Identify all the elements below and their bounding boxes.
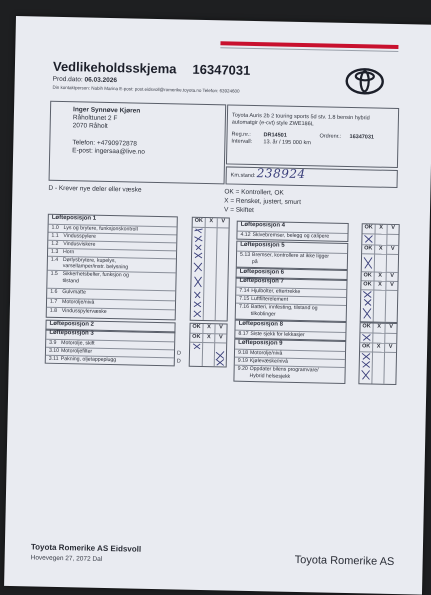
section-6-header: Løfteposisjon 6 [239, 268, 285, 276]
item-3-10: 3.10 Motoroljefilter [46, 347, 174, 358]
col-x-3: X [202, 333, 214, 342]
handwritten-checks-3 [361, 224, 399, 322]
item-9-19: 9.19 Kjølevæske/nivå [235, 357, 345, 367]
col-x-r2: X [374, 245, 386, 254]
col-v-r5: V [384, 324, 396, 333]
legend-ok: OK = Kontrollert, OK [224, 188, 284, 197]
item-3-11: 3.11 Pakning, oljetappeplugg [46, 355, 174, 366]
col-ok-r4: OK [361, 280, 373, 289]
col-v-2: V [214, 324, 226, 333]
item-1-4: 1.4 Dørlysbrytere, kupelys, [48, 256, 176, 266]
order-number: 16347031 [349, 134, 375, 141]
customer-box [49, 101, 227, 185]
item-1-6: 1.6 Gulvmatte [47, 288, 175, 299]
section-lift-4 [236, 221, 348, 242]
item-9-20b: Hybrid helsesjekk [249, 372, 291, 380]
km-box [226, 166, 398, 188]
left-check-grid-1 [190, 217, 230, 322]
col-v-r3: V [386, 272, 398, 281]
col-x-r1: X [375, 225, 387, 234]
section-3-header: Løfteposisjon 3 [49, 329, 94, 337]
section-8-header: Løfteposisjon 8 [238, 320, 284, 328]
col-ok-r3: OK [362, 271, 374, 280]
left-check-grid-2 [189, 323, 228, 368]
legend-v: V = Skiftet [223, 206, 254, 215]
toyota-logo-icon [344, 67, 385, 96]
col-ok-r1: OK [364, 224, 373, 231]
item-1-5b: tilstand [62, 278, 79, 285]
km-handwritten: 238924 [256, 166, 306, 182]
customer-name: Inger Synnøve Kjøren [72, 106, 141, 115]
vehicle-model-line2: automatgir (e-cvt) style ZWE186L [231, 119, 314, 128]
col-x: X [205, 218, 217, 227]
section-4-header: Løfteposisjon 4 [240, 221, 286, 229]
form-title: Vedlikeholdsskjema 16347031 [52, 58, 251, 78]
item-1-0: 1.0 Lys og brytere, funksjonskontroll [48, 224, 176, 235]
item-1-1: 1.1 Vindusspylere [48, 232, 176, 243]
section-9-header: Løfteposisjon 9 [238, 339, 283, 347]
right-check-grid-2 [358, 322, 397, 385]
col-ok-2: OK [192, 323, 201, 330]
col-x-r4: X [373, 281, 385, 290]
customer-city: 2070 Råholt [72, 122, 108, 130]
item-7-14: 7.14 Hjulbolter, ettertrekke [236, 287, 346, 297]
col-ok-r2: OK [362, 244, 374, 253]
customer-street: Råholttunet 2 F [72, 114, 118, 123]
interval-value: 13. år / 195 000 km [263, 139, 311, 147]
item-1-7: 1.7 Motorolje/nivå [47, 298, 175, 309]
customer-phone: Telefon: +4790972878 [72, 139, 137, 148]
reg-number: DR14501 [263, 132, 287, 139]
item-7-16: 7.16 Batteri, innfesting, tilstand og [236, 303, 346, 313]
order-label: Ordrenr.: [319, 133, 342, 140]
col-x-r3: X [374, 272, 386, 281]
item-3-9: 3.9 Motorolje, skift [46, 339, 174, 350]
item-1-2: 1.2 Vindusviskere [48, 240, 176, 251]
col-x-r5: X [372, 324, 384, 333]
col-v-r6: V [384, 343, 396, 352]
item-7-15: 7.15 Luftfilterelement [236, 295, 346, 305]
item-8-17: 8.17 Siste sjekk for lekkasjer [235, 330, 345, 340]
col-v-3: V [214, 333, 226, 342]
item-1-8: 1.8 Vindusspylervæske [47, 307, 175, 319]
section-lift-7 [235, 277, 348, 322]
item-7-16b: tilkoblinger [250, 310, 276, 318]
customer-email: E-post: ingersaa@live.no [72, 147, 145, 156]
item-9-20: 9.20 Oppdater bilens programvare/ [235, 365, 345, 375]
footer-address: Hovevegen 27, 2072 Dal [30, 554, 103, 563]
item-5-13: 5.13 Bremser, kontrollere at ikke ligger [237, 251, 347, 261]
item-5-13b: på [251, 258, 258, 266]
section-2-header: Løfteposisjon 2 [49, 320, 94, 328]
item-1-4b: varsellamper/instr. belysning [62, 263, 129, 271]
section-lift-1 [46, 214, 178, 321]
vehicle-model: Toyota Auris 2b 2 touring sports 5d stv. 1.8 bensin hybrid [231, 112, 370, 122]
col-ok-r5: OK [362, 323, 371, 330]
d-marker-3-11: D [176, 358, 181, 365]
service-form-paper [4, 16, 431, 595]
footer-brand: Toyota Romerike AS [294, 553, 395, 569]
legend-note: D - Krever nye deler eller væske [48, 184, 142, 194]
col-ok: OK [194, 217, 203, 224]
section-7-header: Løfteposisjon 7 [239, 277, 284, 285]
item-1-5: 1.5 Sikkerhetsbelter, funksjon og [48, 270, 176, 281]
handwritten-checks-1 [191, 227, 205, 320]
interval-label: Intervall: [231, 138, 253, 145]
section-5-header: Løfteposisjon 5 [240, 241, 285, 249]
section-lift-8 [234, 320, 346, 341]
col-v: V [217, 218, 229, 227]
item-9-18: 9.18 Motorolje/nivå [235, 349, 345, 359]
prod-date: Prod.dato: 06.03.2026 [52, 75, 118, 85]
section-lift-3 [45, 329, 176, 367]
col-x-2: X [202, 324, 214, 333]
col-ok-r6: OK [360, 342, 372, 351]
handwritten-checks-4 [359, 323, 396, 384]
vehicle-box [226, 104, 399, 168]
item-4-12: 4.12 Skivebremser, belegg og calipere [237, 231, 347, 241]
reg-label: Reg.nr.: [231, 131, 251, 138]
col-x-r6: X [372, 343, 384, 352]
col-ok-3: OK [190, 333, 202, 342]
legend-x: X = Rensket, justert, smurt [224, 197, 301, 207]
footer-company: Toyota Romerike AS Eidsvoll [30, 542, 142, 554]
col-v-r4: V [385, 281, 397, 290]
right-check-grid-1 [360, 223, 400, 323]
dealer-contact: Din kontaktperson: Nabih Marina E-post: post.eidsvoll@romerike.toyota.no Telefon: 63924600 [52, 84, 240, 94]
km-label: Km.stand: [230, 172, 256, 180]
d-marker-3-10: D [176, 350, 182, 357]
handwritten-checks-2 [190, 342, 226, 367]
col-v-r1: V [387, 225, 399, 234]
col-v-r2: V [386, 245, 398, 254]
section-1-header: Løfteposisjon 1 [51, 214, 97, 222]
item-1-3: 1.3 Horn [48, 248, 176, 259]
section-lift-5 [236, 241, 349, 270]
section-lift-9 [233, 339, 346, 384]
